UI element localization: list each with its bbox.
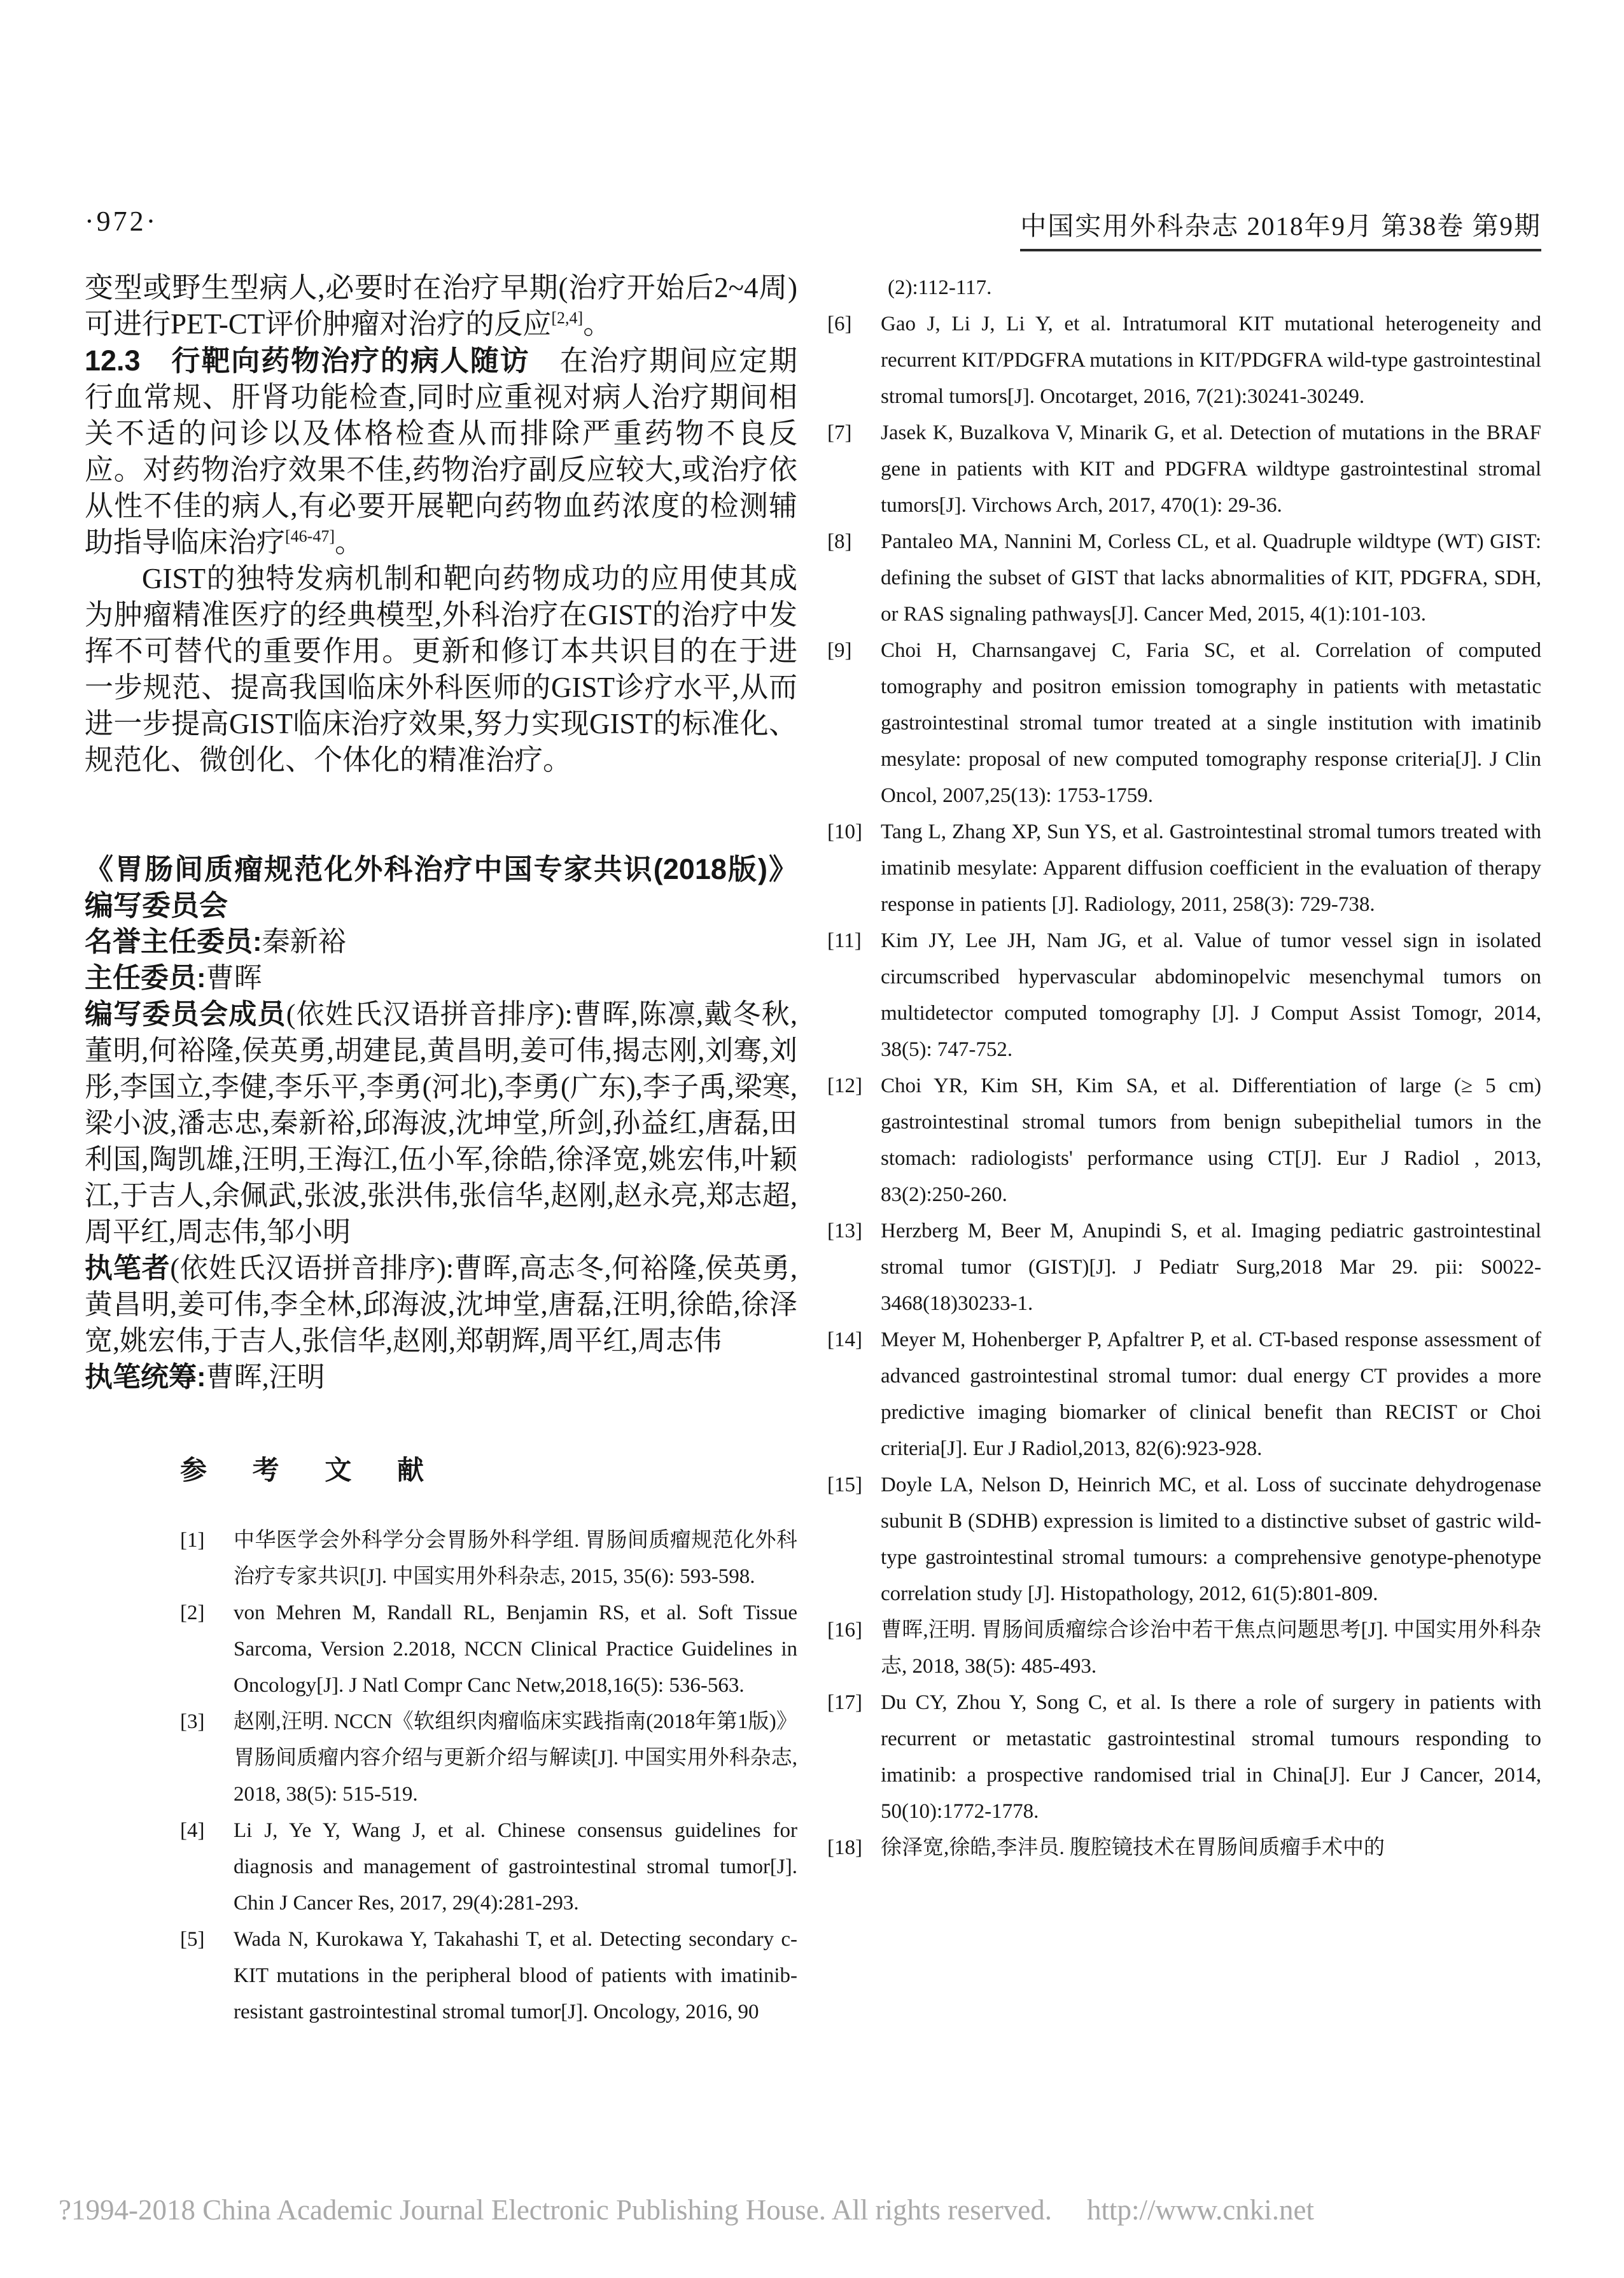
ref-number: [10] bbox=[827, 820, 862, 843]
ref-text: Pantaleo MA, Nannini M, Corless CL, et al. Quadruple wildtype (WT) GIST: defining the subset of GIST that lacks abnormalities of KIT, PDGFRA, SDH, or RAS signaling pathways[J]. Cancer Med, 2015, 4(1):101-103. bbox=[881, 530, 1541, 626]
ref-text: 赵刚,汪明. NCCN《软组织肉瘤临床实践指南(2018年第1版)》胃肠间质瘤内容介绍与更新介绍与解读[J]. 中国实用外科杂志, 2018, 38(5): 515-519. bbox=[234, 1710, 797, 1806]
reference-item bbox=[827, 814, 1541, 923]
ref-text: Choi YR, Kim SH, Kim SA, et al. Differentiation of large (≥ 5 cm) gastrointestinal stromal tumors from benign subepithelial tumors in the stomach: radiologists' performance using CT[J]. Eur J Radiol , 2013, 83(2):250-260. bbox=[881, 1074, 1541, 1206]
ref-number: [12] bbox=[827, 1074, 862, 1097]
coordinator-label: 执笔统筹: bbox=[85, 1361, 206, 1393]
ref-number: [18] bbox=[827, 1836, 862, 1859]
ref-number: [17] bbox=[827, 1691, 862, 1714]
closing-paragraph: GIST的独特发病机制和靶向药物成功的应用使其成为肿瘤精准医疗的经典模型,外科治疗在GIST的治疗中发挥不可替代的重要作用。更新和修订本共识目的在于进一步规范、提高我国临床外科医师的GIST诊疗水平,从而进一步提高GIST临床治疗效果,努力实现GIST的标准化、规范化、微创化、个体化的精准治疗。 bbox=[85, 563, 797, 776]
ref-text: Du CY, Zhou Y, Song C, et al. Is there a role of surgery in patients with recurrent or metastatic gastrointestinal stromal tumours responding to imatinib: a prospective randomised trial in China[J]. Eur J Cancer, 2014, 50(10):1772-1778. bbox=[881, 1691, 1541, 1823]
reference-list-left bbox=[85, 1522, 797, 2030]
chair-row bbox=[85, 960, 797, 996]
page-number: ·972· bbox=[85, 206, 158, 237]
right-column bbox=[827, 270, 1541, 1866]
ref-number: [2] bbox=[180, 1601, 205, 1624]
ref-number: [13] bbox=[827, 1220, 862, 1242]
coordinator-row bbox=[85, 1359, 797, 1395]
ref-text: Jasek K, Buzalkova V, Minarik G, et al. Detection of mutations in the BRAF gene in patients with KIT and PDGFRA wildtype gastrointestinal stromal tumors[J]. Virchows Arch, 2017, 470(1): 29-36. bbox=[881, 421, 1541, 517]
ref-text: Gao J, Li J, Li Y, et al. Intratumoral KIT mutational heterogeneity and recurrent KIT/PDGFRA mutations in KIT/PDGFRA wild-type gastrointestinal stromal tumors[J]. Oncotarget, 2016, 7(21):30241-30249. bbox=[881, 313, 1541, 408]
honorary-chair-label: 名誉主任委员: bbox=[85, 926, 262, 957]
section-text: 在治疗期间应定期行血常规、肝肾功能检查,同时应重视对病人治疗期间相关不适的问诊以及体格检查从而排除严重药物不良反应。对药物治疗效果不佳,药物治疗副反应较大,或治疗依从性不佳的病人,有必要开展靶向药物血药浓度的检测辅助指导临床治疗 bbox=[85, 345, 797, 558]
references-header: 参 考 文 献 bbox=[180, 1455, 444, 1485]
ref-text: Li J, Ye Y, Wang J, et al. Chinese consensus guidelines for diagnosis and management of gastrointestinal stromal tumor[J]. Chin J Cancer Res, 2017, 29(4):281-293. bbox=[234, 1819, 797, 1915]
reference-item bbox=[827, 1612, 1541, 1685]
honorary-chair-name: 秦新裕 bbox=[262, 926, 346, 957]
committee-section bbox=[85, 851, 797, 1395]
journal-header: 中国实用外科杂志 2018年9月 第38卷 第9期 bbox=[1020, 205, 1541, 251]
writers-label: 执笔者 bbox=[85, 1253, 171, 1284]
reference-item bbox=[180, 1813, 797, 1922]
footer bbox=[59, 2193, 1314, 2226]
copyright-text: ?1994-2018 China Academic Journal Electronic Publishing House. All rights reserved. bbox=[59, 2194, 1052, 2226]
ref-text: Wada N, Kurokawa Y, Takahashi T, et al. Detecting secondary c-KIT mutations in the peripheral blood of patients with imatinib-resistant gastrointestinal stromal tumor[J]. Oncology, 2016, 90 bbox=[234, 1928, 797, 2023]
left-column bbox=[85, 270, 797, 2030]
reference-item bbox=[180, 1595, 797, 1704]
ref-number: [16] bbox=[827, 1619, 862, 1642]
honorary-chair-row bbox=[85, 924, 797, 960]
ref-number: [3] bbox=[180, 1710, 205, 1733]
chair-name: 曹晖 bbox=[206, 962, 262, 994]
ref-number: [1] bbox=[180, 1529, 205, 1552]
ref-number: [14] bbox=[827, 1328, 862, 1351]
ref-number: [6] bbox=[827, 313, 852, 335]
coordinator-names: 曹晖,汪明 bbox=[206, 1361, 325, 1393]
ref-text: Tang L, Zhang XP, Sun YS, et al. Gastrointestinal stromal tumors treated with imatinib mesylate: Apparent diffusion coefficient in the evaluation of therapy response in patients [J]. Radiology, 2011, 258(3): 729-738. bbox=[881, 820, 1541, 916]
paragraph-continuation: 变型或野生型病人,必要时在治疗早期(治疗开始后2~4周)可进行PET-CT评价肿瘤对治疗的反应[2,4]。 bbox=[85, 272, 797, 340]
ref-text: Herzberg M, Beer M, Anupindi S, et al. Imaging pediatric gastrointestinal stromal tumor (GIST)[J]. J Pediatr Surg,2018 Mar 29. pii: S0022-3468(18)30233-1. bbox=[881, 1220, 1541, 1315]
ref-number: [9] bbox=[827, 639, 852, 662]
writers-note: (依姓氏汉语拼音排序): bbox=[170, 1253, 454, 1284]
section-12-3: 12.3 行靶向药物治疗的病人随访 在治疗期间应定期行血常规、肝肾功能检查,同时应重视对病人治疗期间相关不适的问诊以及体格检查从而排除严重药物不良反应。对药物治疗效果不佳,药物治疗副反应较大,或治疗依从性不佳的病人,有必要开展靶向药物血药浓度的检测辅助指导临床治疗[46-47]。 bbox=[85, 344, 797, 558]
ref-text: Doyle LA, Nelson D, Heinrich MC, et al. Loss of succinate dehydrogenase subunit B (SDHB) expression is limited to a distinctive subset of gastric wild-type gastrointestinal stromal tumours: a comprehensive genotype-phenotype correlation study [J]. Histopathology, 2012, 61(5):801-809. bbox=[881, 1473, 1541, 1605]
members-note: (依姓氏汉语拼音排序): bbox=[286, 999, 573, 1030]
reference-item bbox=[180, 1522, 797, 1595]
citation-superscript: [2,4] bbox=[551, 309, 584, 327]
reference-item bbox=[827, 1322, 1541, 1467]
ref-number: [7] bbox=[827, 421, 852, 444]
reference-item bbox=[827, 415, 1541, 524]
ref-text: 曹晖,汪明. 胃肠间质瘤综合诊治中若干焦点问题思考[J]. 中国实用外科杂志, 2018, 38(5): 485-493. bbox=[881, 1619, 1541, 1678]
reference-item bbox=[827, 1685, 1541, 1830]
reference-item bbox=[827, 524, 1541, 633]
section-heading: 12.3 行靶向药物治疗的病人随访 bbox=[85, 344, 530, 377]
ref-text: von Mehren M, Randall RL, Benjamin RS, et al. Soft Tissue Sarcoma, Version 2.2018, NCCN Clinical Practice Guidelines in Oncology[J]. J Natl Compr Canc Netw,2018,16(5): 536-563. bbox=[234, 1601, 797, 1697]
writers-names: 曹晖,高志冬,何裕隆,侯英勇,黄昌明,姜可伟,李全林,邱海波,沈坤堂,唐磊,汪明,徐皓,徐泽宽,姚宏伟,于吉人,张信华,赵刚,郑朝辉,周平红,周志伟 bbox=[85, 1253, 798, 1356]
ref-number: [15] bbox=[827, 1473, 862, 1496]
reference-item bbox=[180, 1922, 797, 2030]
ref-text: 徐泽宽,徐皓,李沣员. 腹腔镜技术在胃肠间质瘤手术中的 bbox=[881, 1836, 1385, 1859]
reference-item bbox=[827, 1830, 1541, 1866]
members-names: 曹晖,陈凛,戴冬秋,董明,何裕隆,侯英勇,胡建昆,黄昌明,姜可伟,揭志刚,刘骞,刘彤,李国立,李健,李乐平,李勇(河北),李勇(广东),李子禹,梁寒,梁小波,潘志忠,秦新裕,邱海波,沈坤堂,所剑,孙益红,唐磊,田利国,陶凯雄,汪明,王海江,伍小军,徐皓,徐泽宽,姚宏伟,叶颖江,于吉人,余佩武,张波,张洪伟,张信华,赵刚,赵永亮,郑志超,周平红,周志伟,邹小明 bbox=[85, 999, 798, 1248]
reference-item bbox=[180, 1704, 797, 1813]
ref-text: Kim JY, Lee JH, Nam JG, et al. Value of tumor vessel sign in isolated circumscribed hypervascular abdominopelvic mesenchymal tumors on multidetector computed tomography [J]. J Comput Assist Tomogr, 2014, 38(5): 747-752. bbox=[881, 929, 1541, 1061]
citation-superscript: [46-47] bbox=[285, 527, 335, 545]
ref-text: Choi H, Charnsangavej C, Faria SC, et al. Correlation of computed tomography and positron emission tomography in patients with metastatic gastrointestinal stromal tumor treated at a single institution with imatinib mesylate: proposal of new computed tomography response criteria[J]. J Clin Oncol, 2007,25(13): 1753-1759. bbox=[881, 639, 1541, 807]
reference-list-right bbox=[827, 306, 1541, 1866]
cnki-url: http://www.cnki.net bbox=[1086, 2194, 1314, 2226]
reference-item bbox=[827, 633, 1541, 814]
paragraph-text: 变型或野生型病人,必要时在治疗早期(治疗开始后2~4周)可进行PET-CT评价肿瘤对治疗的反应 bbox=[85, 272, 797, 340]
ref-number: [8] bbox=[827, 530, 852, 553]
members-label: 编写委员会成员 bbox=[85, 999, 286, 1030]
writers-row bbox=[85, 1250, 797, 1359]
chair-label: 主任委员: bbox=[85, 962, 206, 994]
reference-item bbox=[827, 1213, 1541, 1322]
reference-item bbox=[827, 1467, 1541, 1612]
committee-title: 《胃肠间质瘤规范化外科治疗中国专家共识(2018版)》编写委员会 bbox=[85, 853, 797, 922]
ref5-continuation-line: (2):112-117. bbox=[888, 276, 992, 299]
ref-text: Meyer M, Hohenberger P, Apfaltrer P, et al. CT-based response assessment of advanced gastrointestinal stromal tumor: dual energy CT provides a more predictive imaging biomarker of clinical benefit than RECIST or Choi criteria[J]. Eur J Radiol,2013, 82(6):923-928. bbox=[881, 1328, 1541, 1460]
reference-item bbox=[827, 923, 1541, 1068]
ref-number: [4] bbox=[180, 1819, 205, 1842]
reference-item bbox=[827, 1068, 1541, 1213]
ref-text: 中华医学会外科学分会胃肠外科学组. 胃肠间质瘤规范化外科治疗专家共识[J]. 中国实用外科杂志, 2015, 35(6): 593-598. bbox=[234, 1529, 797, 1588]
ref-number: [5] bbox=[180, 1928, 205, 1951]
reference-item bbox=[827, 306, 1541, 415]
members-row bbox=[85, 996, 797, 1250]
ref-number: [11] bbox=[827, 929, 862, 952]
